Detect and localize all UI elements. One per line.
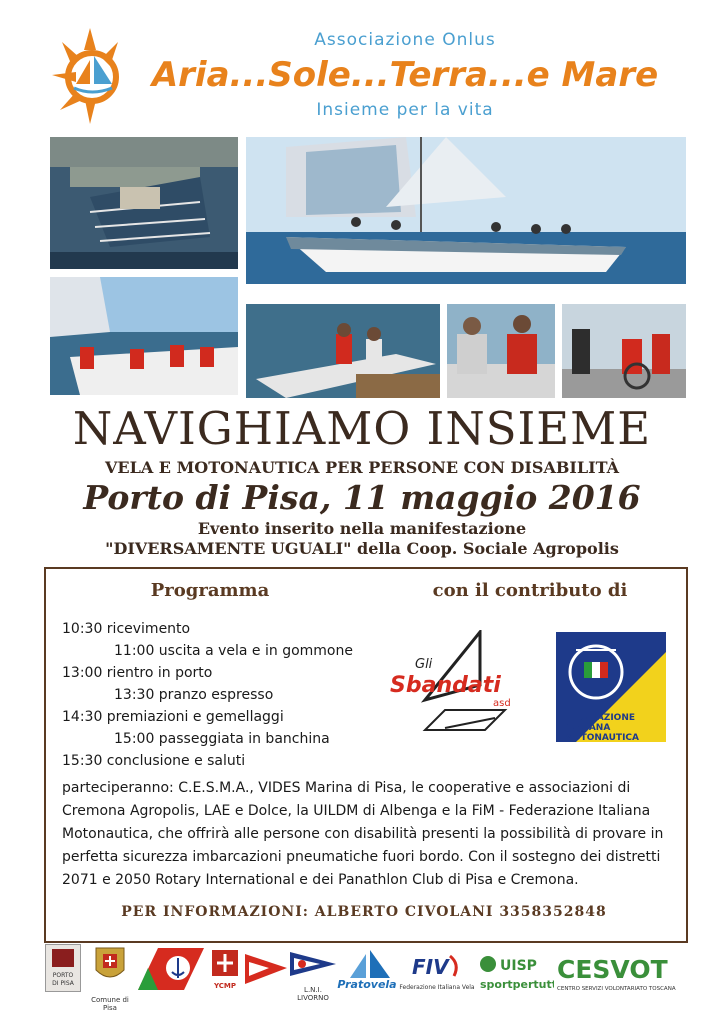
fiv-logo [398,950,476,994]
fim-text-2: ITALIANA [564,723,611,733]
porto-pisa-text-2: DI PISA [52,980,74,987]
gli-sbandati-logo [385,630,530,740]
ycmp-logo [210,946,240,992]
fim-text-3: MOTONAUTICA [564,733,639,742]
fim-text-1: FEDERAZIONE [564,713,636,723]
comune-pisa-text: Comune di Pisa [91,996,129,1012]
photo-people-lifejackets [447,304,555,398]
fiv-text: FIV [412,955,449,979]
program-item: 13:30 pranzo espresso [114,687,274,703]
association-name: Aria...Sole...Terra...e Mare [151,55,659,95]
porto-pisa-text-1: PORTO [52,972,74,979]
lni-livorno-logo [290,946,336,1002]
lifebuoy-flag-logo [138,948,204,990]
association-tagline: Insieme per la vita [316,100,494,120]
program-item: 14:30 premiazioni e gemellaggi [62,709,284,725]
photo-rib-boat [246,304,440,398]
pratovela-logo [336,948,398,992]
program-item: 15:30 conclusione e saluti [62,753,246,769]
photo-crew-on-boat [50,277,238,395]
info-contact: PER INFORMAZIONI: ALBERTO CIVOLANI 3358352848 [121,904,607,920]
photo-sailboat [246,137,686,284]
participants-description: parteciperanno: C.E.S.M.A., VIDES Marina di Pisa, le cooperative e associazioni di Cremona Agropolis, LAE e Dolce, la UILDM di Albenga e la FiM - Federazione Italiana Motonautica, che offrirà alle persone con disabilità presenti la possibilità di provare in perfetta sicurezza imbarcazioni pneumatiche fuori bordo. Con il sostegno dei distretti 2071 e 2050 Rotary International e dei Panathlon Club di Pisa e Cremona. [62,780,664,888]
main-title: NAVIGHIAMO INSIEME [72,402,652,455]
program-item: 13:00 rientro in porto [62,665,213,681]
cesvot-logo [555,952,691,994]
porto-pisa-logo [45,944,81,992]
program-item: 15:00 passeggiata in banchina [114,731,330,747]
lni-text: L.N.I. LIVORNO [297,986,329,1002]
sbandati-text-main: Sbandati [390,673,501,698]
comune-pisa-logo [86,944,134,1012]
photo-dock-group [562,304,686,398]
place-date: Porto di Pisa, 11 maggio 2016 [83,478,641,517]
contributors-heading: con il contributo di [432,580,628,601]
subtitle: VELA E MOTONAUTICA PER PERSONE CON DISABILITÀ [104,458,620,477]
red-pennant-logo [245,950,287,990]
cesvot-text: CESVOT [557,955,668,984]
uisp-subtext: sportpertutti [480,978,554,991]
fim-logo [556,632,666,742]
uisp-logo [478,952,554,994]
sbandati-text-gli: Gli [415,657,433,672]
fiv-subtext: Federazione Italiana Vela [399,984,475,991]
photo-harbor-aerial [50,137,238,269]
cesvot-subtext: CENTRO SERVIZI VOLONTARIATO TOSCANA [557,986,676,992]
program-item: 11:00 uscita a vela e in gommone [114,643,353,659]
ycmp-text: YCMP [213,982,237,990]
sun-logo-icon [50,20,130,130]
program-item: 10:30 ricevimento [62,621,191,637]
sbandati-text-asd: asd [493,698,511,709]
event-line-1: Evento inserito nella manifestazione [197,519,527,538]
event-line-2: "DIVERSAMENTE UGUALI" della Coop. Sociale Agropolis [105,539,619,558]
association-type: Associazione Onlus [314,30,496,50]
program-heading: Programma [150,580,270,601]
uisp-text: UISP [500,958,537,974]
pratovela-text: Pratovela [337,978,397,991]
program-list [62,618,353,772]
